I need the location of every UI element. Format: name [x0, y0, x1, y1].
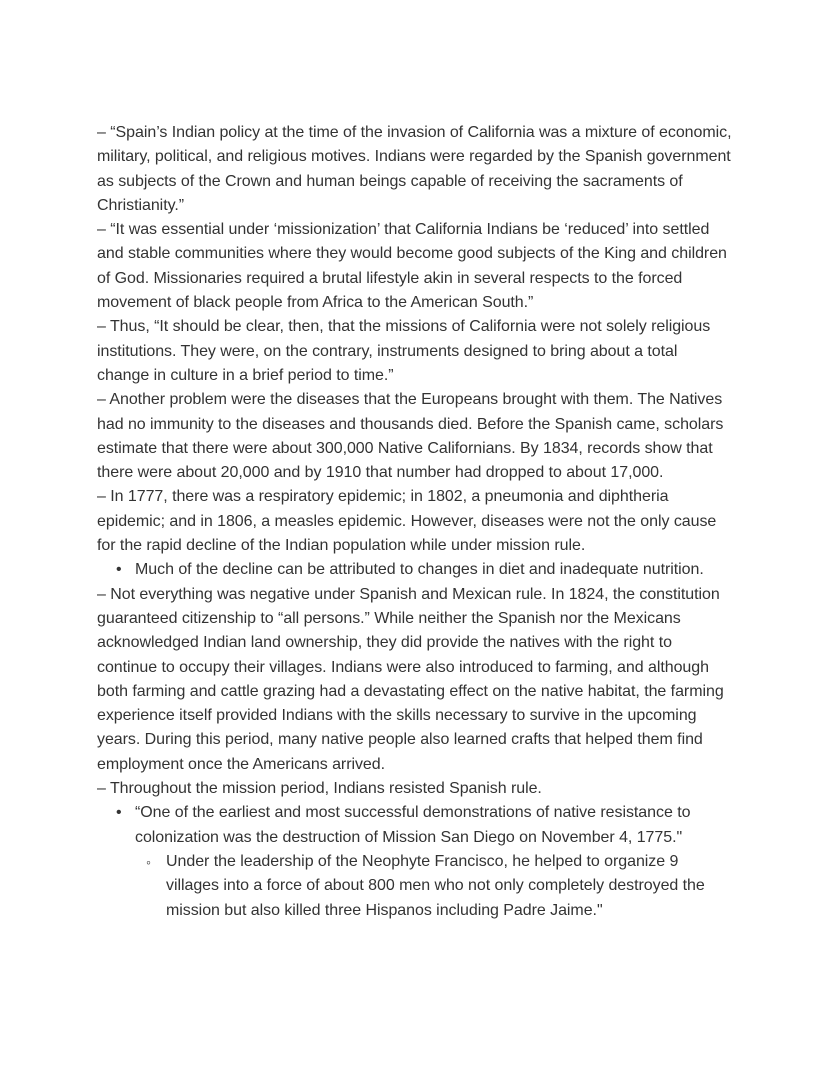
paragraph-text: – In 1777, there was a respiratory epidemic; in 1802, a pneumonia and diphtheria epidemic; and in 1806, a measles epidemic. However, diseases were not the only cause for the rapid decline of the Indian population while under mission rule. — [97, 488, 717, 555]
bullet-text: “One of the earliest and most successful demonstrations of native resistance to colonization was the destruction of Mission San Diego on November 4, 1775." — [135, 804, 691, 846]
circle-marker: ◦ — [146, 853, 151, 870]
bullet-marker: • — [116, 804, 122, 822]
paragraph — [97, 777, 733, 801]
sub-bullet-item — [97, 850, 733, 923]
paragraph — [97, 485, 733, 558]
notes-body — [97, 121, 733, 923]
bullet-marker: • — [116, 561, 122, 579]
paragraph-text: – Throughout the mission period, Indians resisted Spanish rule. — [97, 780, 542, 798]
paragraph-text: – “Spain’s Indian policy at the time of the invasion of California was a mixture of economic, military, political, and religious motives. Indians were regarded by the Spanish government as subjects of the Crown and human beings capable of receiving the sacraments of Christianity.” — [97, 124, 732, 214]
paragraph — [97, 218, 733, 315]
paragraph — [97, 583, 733, 777]
paragraph-text: – Another problem were the diseases that the Europeans brought with them. The Natives had no immunity to the diseases and thousands died. Before the Spanish came, scholars estimate that there were about 300,000 Native Californians. By 1834, records show that there were about 20,000 and by 1910 that number had dropped to about 17,000. — [97, 391, 724, 482]
sub-bullet-text: Under the leadership of the Neophyte Francisco, he helped to organize 9 villages into a force of about 800 men who not only completely destroyed the mission but also killed three Hispanos including Padre Jaime." — [166, 852, 705, 919]
paragraph-text: – Not everything was negative under Spanish and Mexican rule. In 1824, the constitution guaranteed citizenship to “all persons.” While neither the Spanish nor the Mexicans acknowledged Indian land ownership, they did provide the natives with the right to continue to occupy their villages. Indians were also introduced to farming, and although both farming and cattle grazing had a devastating effect on the native habitat, the farming experience itself provided Indians with the skills necessary to survive in the upcoming years. During this period, many native people also learned crafts that helped them find employment once the Americans arrived. — [97, 585, 724, 773]
bullet-item — [97, 558, 733, 582]
paragraph — [97, 315, 733, 388]
paragraph — [97, 121, 733, 218]
paragraph — [97, 388, 733, 485]
paragraph-text: – “It was essential under ‘missionization’ that California Indians be ‘reduced’ into settled and stable communities where they would become good subjects of the King and children of God. Missionaries required a brutal lifestyle akin in several respects to the forced movement of black people from Africa to the American South.” — [97, 221, 727, 312]
paragraph-text: – Thus, “It should be clear, then, that the missions of California were not solely religious institutions. They were, on the contrary, instruments designed to bring about a total change in culture in a brief period to time.” — [97, 318, 711, 384]
bullet-item — [97, 801, 733, 850]
bullet-text: Much of the decline can be attributed to changes in diet and inadequate nutrition. — [135, 561, 704, 579]
